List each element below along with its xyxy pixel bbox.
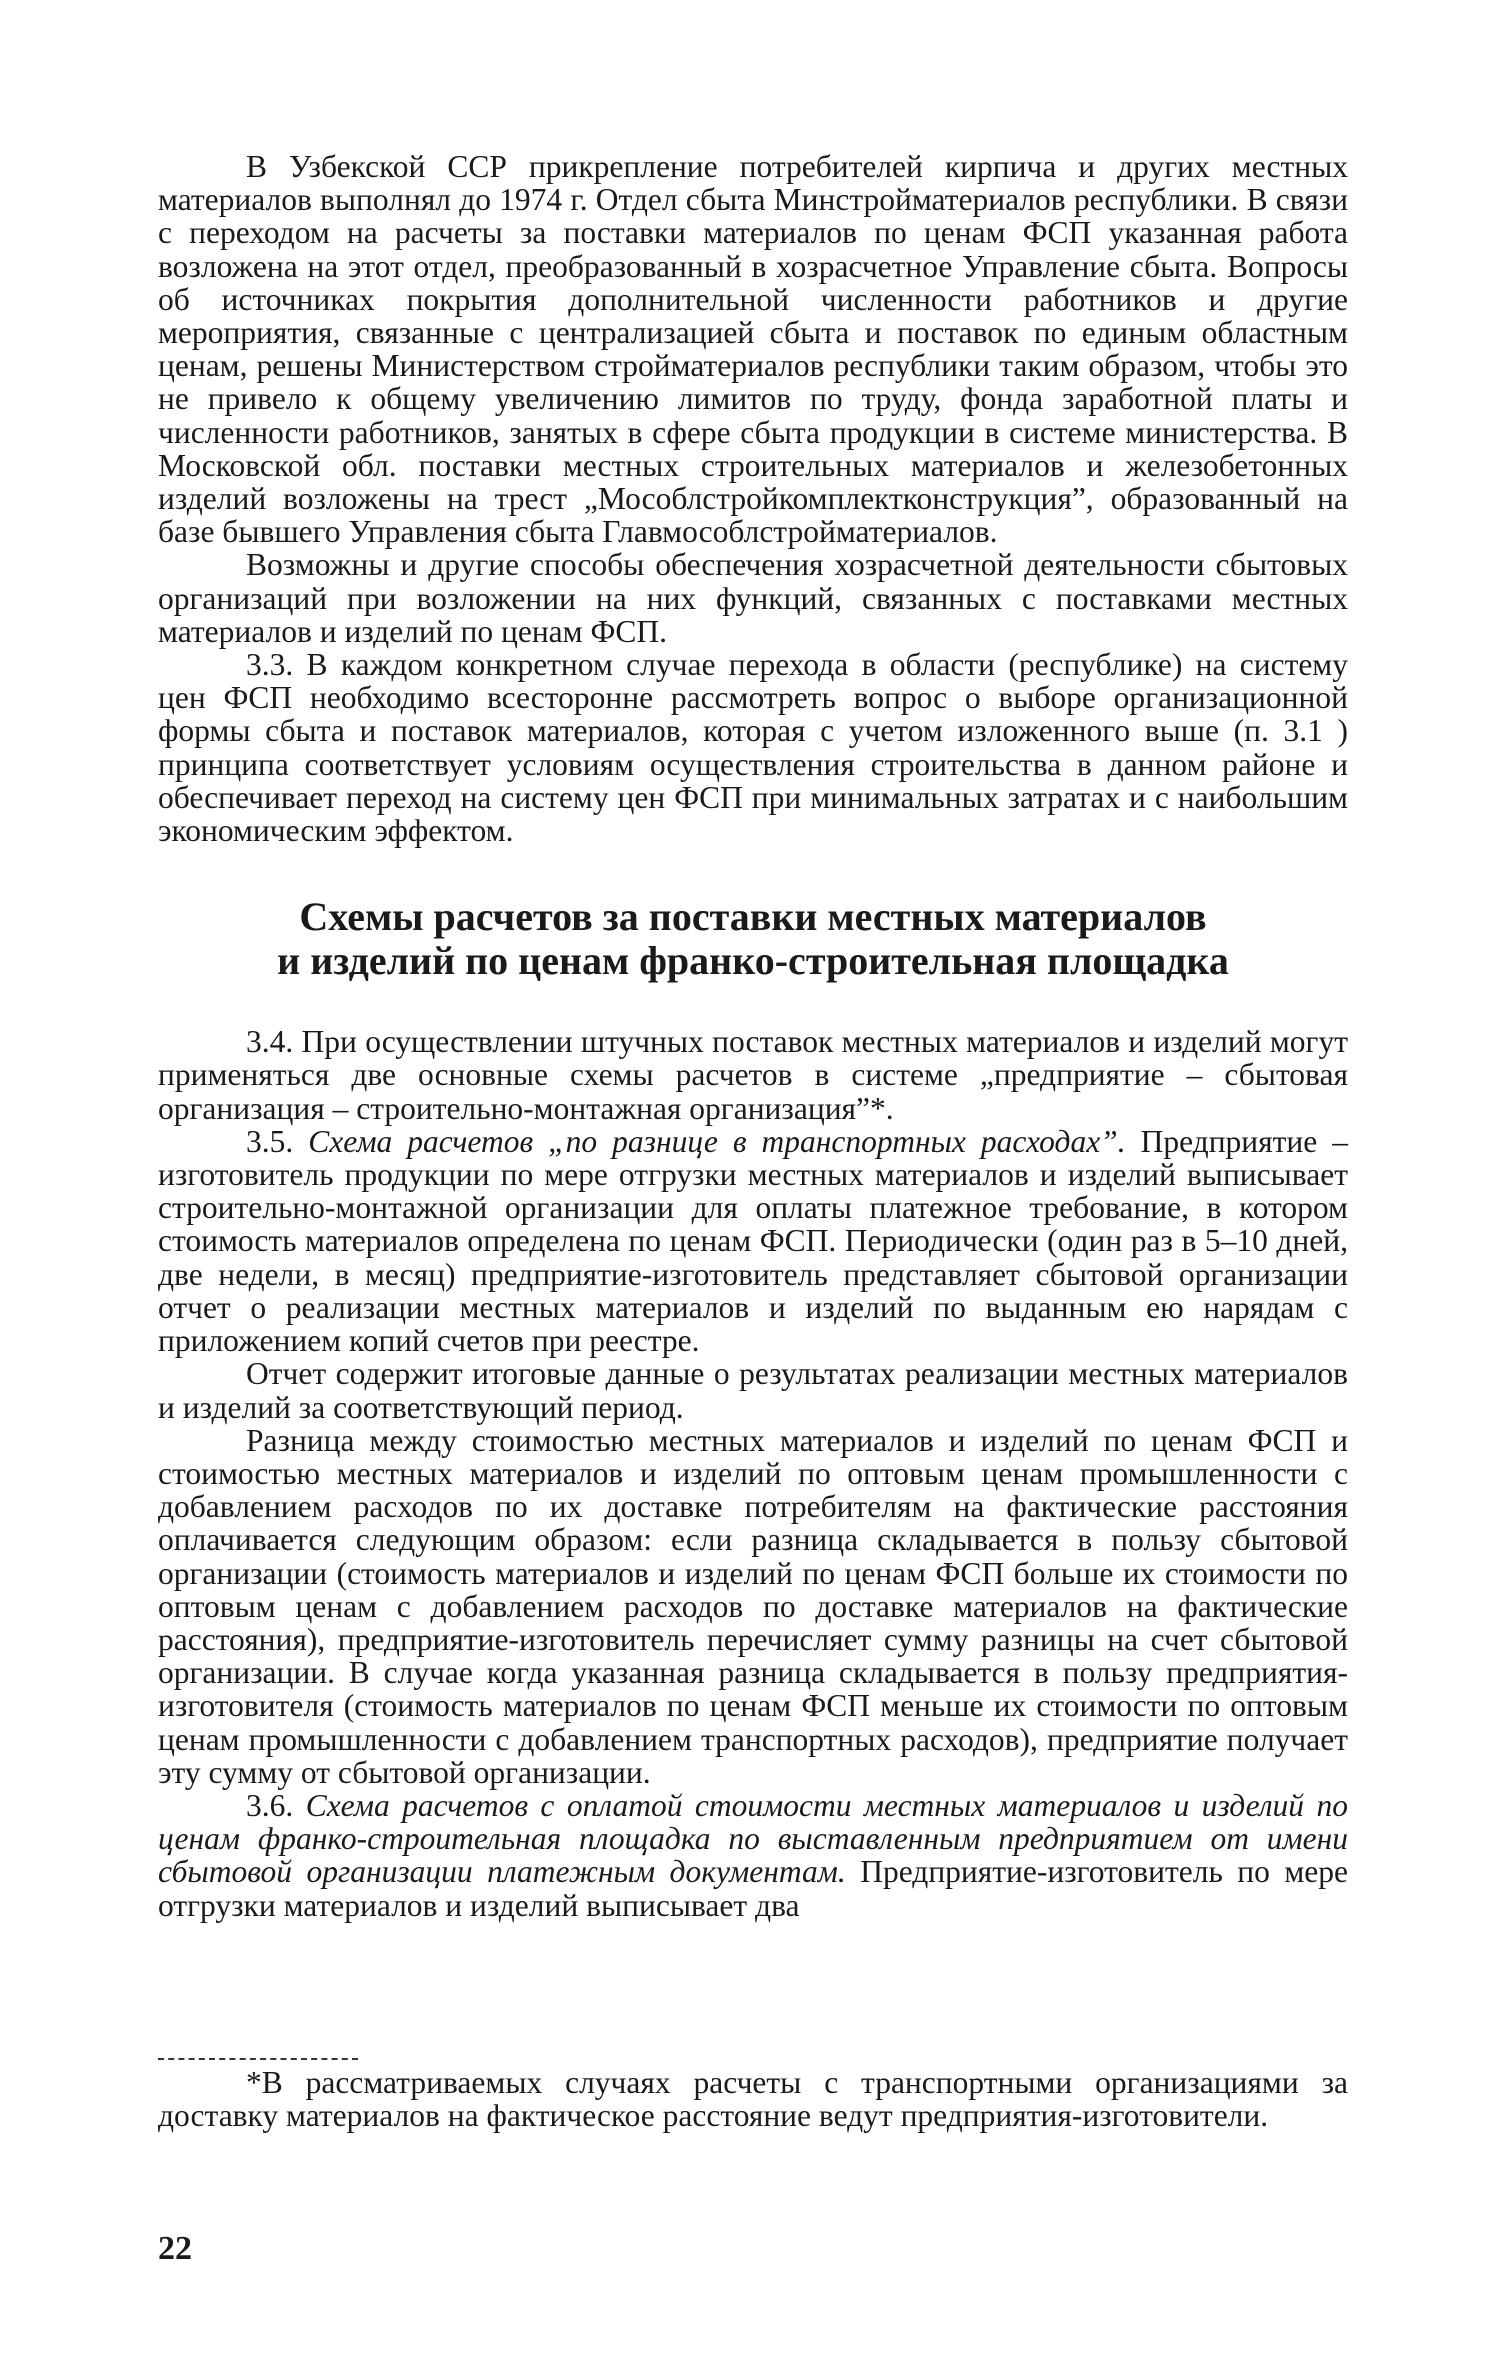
section-heading-line-2: и изделий по ценам франко-строительная площадка — [277, 938, 1229, 984]
paragraph-other-methods: Возможны и другие способы обеспечения хозрасчетной деятельности сбытовых организаций при возложении на них функций, связанных с поставками местных материалов и изделий по ценам ФСП. — [158, 547, 1348, 649]
footnote-divider — [158, 2058, 358, 2060]
paragraph-3-3: 3.3. В каждом конкретном случае перехода в области (республике) на систему цен ФСП необходимо всесторонне рассмотреть вопрос о выборе организационной формы сбыта и поставок материалов, которая с учетом изложенного выше (п. 3.1 ) принципа соответствует условиям осуществления строительства в данном районе и обеспечивает переход на систему цен ФСП при минимальных затратах и с наибольшим экономическим эффектом. — [158, 647, 1348, 849]
paragraph-3-6 — [158, 1789, 1348, 1922]
paragraph-3-5-text: Предприятие – изготовитель продукции по мере отгрузки местных материалов и изделий выписывает строительно-монтажной организации для оплаты платежное требование, в котором стоимость материалов определена по ценам ФСП. Периодически (один раз в 5–10 дней, две недели, в месяц) предприятие-изготовитель представляет сбытовой организации отчет о реализации местных материалов и изделий по выданным ею нарядам с приложением копий счетов при реестре. — [158, 1123, 1349, 1359]
paragraph-report: Отчет содержит итоговые данные о результатах реализации местных материалов и изделий за соответствующий период. — [158, 1356, 1348, 1425]
paragraph-3-6-text: Предприятие-изготовитель по мере отгрузки материалов и изделий выписывает два — [158, 1854, 1349, 1923]
page-number: 22 — [158, 2230, 192, 2267]
section-heading-line-1: Схемы расчетов за поставки местных материалов — [299, 894, 1207, 940]
paragraph-uzbek-ssr: В Узбекской ССР прикрепление потребителей кирпича и других местных материалов выполнял до 1974 г. Отдел сбыта Минстройматериалов республики. В связи с переходом на расчеты за поставки материалов по ценам ФСП указанная работа возложена на этот отдел, преобразованный в хозрасчетное Управление сбыта. Вопросы об источниках покрытия дополнительной численности работников и другие мероприятия, связанные с централизацией сбыта и поставок по единым областным ценам, решены Министерством стройматериалов республики таким образом, чтобы это не привело к общему увеличению лимитов по труду, фонда заработной платы и численности работников, занятых в сфере сбыта продукции в системе министерства. В Московской обл. поставки местных строительных материалов и железобетонных изделий возложены на трест „Мособлстройкомплектконструкция”, образованный на базе бывшего Управления сбыта Главмособлстройматериалов. — [158, 149, 1348, 550]
paragraph-3-4: 3.4. При осуществлении штучных поставок местных материалов и изделий могут применяться две основные схемы расчетов в системе „предприятие – сбытовая организация – строительно-монтажная организация”*. — [158, 1024, 1348, 1126]
paragraph-3-5-title: Схема расчетов „по разнице в транспортных расходах”. — [308, 1123, 1126, 1159]
paragraph-3-6-number: 3.6. — [246, 1787, 294, 1823]
body-text — [158, 150, 1348, 1922]
paragraph-3-5-number: 3.5. — [246, 1123, 294, 1159]
paragraph-3-5 — [158, 1125, 1348, 1357]
section-heading — [158, 895, 1348, 983]
paragraph-3-6-title: Схема расчетов с оплатой стоимости местных материалов и изделий по ценам франко-строительная площадка по выставленным предприятием от имени сбытовой организации платежным документам. — [158, 1787, 1348, 1890]
paragraph-difference: Разница между стоимостью местных материалов и изделий по ценам ФСП и стоимостью местных материалов и изделий по оптовым ценам промышленности с добавлением расходов по их доставке потребителям на фактические расстояния оплачивается следующим образом: если разница складывается в пользу сбытовой организации (стоимость материалов и изделий по ценам ФСП больше их стоимости по оптовым ценам с добавлением расходов по доставке материалов на фактические расстояния), предприятие-изготовитель перечисляет сумму разницы на счет сбытовой организации. В случае когда указанная разница складывается в пользу предприятия-изготовителя (стоимость материалов по ценам ФСП меньше их стоимости по оптовым ценам промышленности с добавлением транспортных расходов), предприятие получает эту сумму от сбытовой организации. — [158, 1422, 1348, 1790]
footnote: *В рассматриваемых случаях расчеты с транспортными организациями за доставку материалов на фактическое расстояние ведут предприятия-изготовители. — [158, 2065, 1348, 2134]
